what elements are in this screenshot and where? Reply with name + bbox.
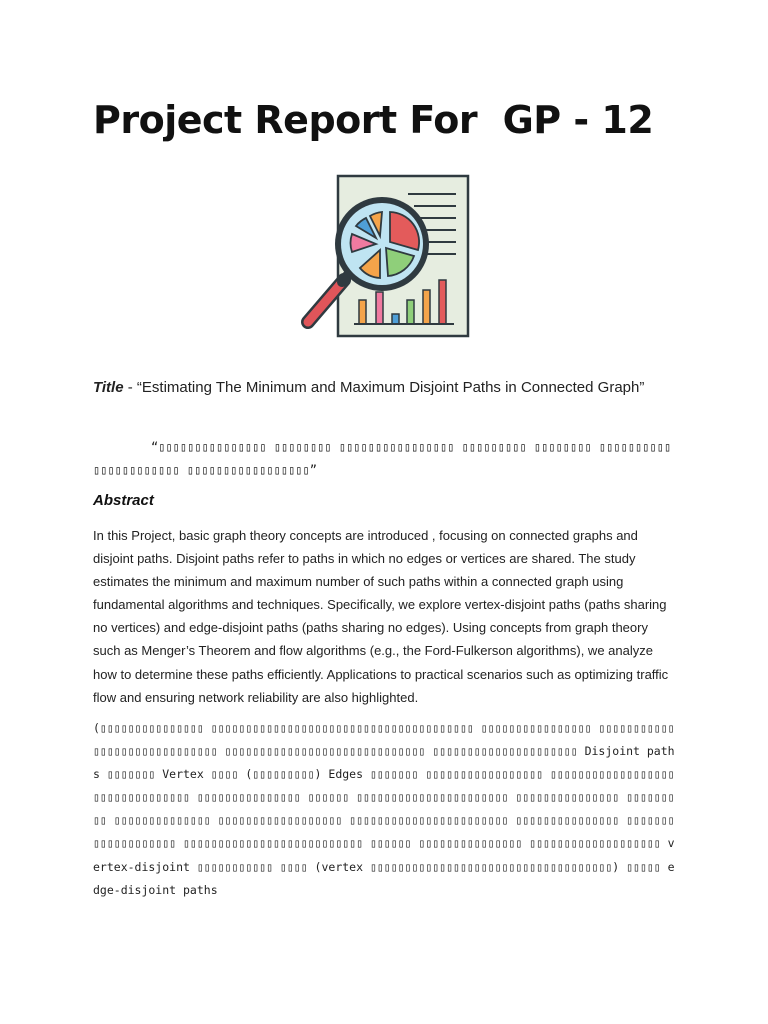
abstract-paragraph: In this Project, basic graph theory concepts are introduced , focusing on connected graphs and disjoint paths. Disjoint paths refer to paths in which no edges or vertices are shared. The study estimates the minimum and maximum number of such paths within a connected graph using fundamental algorithms and techniques. Specifically, we explore vertex-disjoint paths (paths sharing no vertices) and edge-disjoint paths (paths sharing no edges). Using concepts from graph theory such as Menger’s Theorem and flow algorithms (e.g., the Ford-Fulkerson algorithms), we analyze how to determine these paths efficiently. Applications to practical scenarios such as optimizing traffic flow and ensuring network reliability are also highlighted. xyxy=(93,528,669,705)
abstract-heading: Abstract xyxy=(93,492,154,509)
project-title-line xyxy=(93,374,673,401)
abstract-translation-paragraph: (▯▯▯▯▯▯▯▯▯▯▯▯▯▯▯ ▯▯▯▯▯▯▯▯▯▯▯▯▯▯▯▯▯▯▯▯▯▯▯▯▯▯▯▯▯▯▯▯▯▯▯▯▯▯ ▯▯▯▯▯▯▯▯▯▯▯▯▯▯▯▯ ▯▯▯▯▯▯▯▯▯▯▯▯▯▯▯▯▯▯▯▯▯▯▯▯▯▯▯▯▯ ▯▯▯▯▯▯▯▯▯▯▯▯▯▯▯▯▯▯▯▯▯▯▯▯▯▯▯▯▯ ▯▯▯▯▯▯▯▯▯▯▯▯▯▯▯▯▯▯▯▯▯ Disjoint paths ▯▯▯▯▯▯▯ Vertex ▯▯▯▯ (▯▯▯▯▯▯▯▯▯) Edges ▯▯▯▯▯▯▯ ▯▯▯▯▯▯▯▯▯▯▯▯▯▯▯▯▯ ▯▯▯▯▯▯▯▯▯▯▯▯▯▯▯▯▯▯ ▯▯▯▯▯▯▯▯▯▯▯▯▯▯ ▯▯▯▯▯▯▯▯▯▯▯▯▯▯▯ ▯▯▯▯▯▯ ▯▯▯▯▯▯▯▯▯▯▯▯▯▯▯▯▯▯▯▯▯▯ ▯▯▯▯▯▯▯▯▯▯▯▯▯▯▯ ▯▯▯▯▯▯▯▯▯ ▯▯▯▯▯▯▯▯▯▯▯▯▯▯ ▯▯▯▯▯▯▯▯▯▯▯▯▯▯▯▯▯▯ ▯▯▯▯▯▯▯▯▯▯▯▯▯▯▯▯▯▯▯▯▯▯▯ ▯▯▯▯▯▯▯▯▯▯▯▯▯▯▯ ▯▯▯▯▯▯▯▯▯▯▯▯▯▯▯▯▯▯▯ ▯▯▯▯▯▯▯▯▯▯▯▯▯▯▯▯▯▯▯▯▯▯▯▯▯▯ ▯▯▯▯▯▯ ▯▯▯▯▯▯▯▯▯▯▯▯▯▯▯ ▯▯▯▯▯▯▯▯▯▯▯▯▯▯▯▯▯▯▯ vertex-disjoint ▯▯▯▯▯▯▯▯▯▯▯ ▯▯▯▯ (vertex ▯▯▯▯▯▯▯▯▯▯▯▯▯▯▯▯▯▯▯▯▯▯▯▯▯▯▯▯▯▯▯▯▯▯▯) ▯▯▯▯▯ edge-disjoint paths xyxy=(93,721,675,897)
title-separator: - xyxy=(123,379,137,396)
title-translation: “▯▯▯▯▯▯▯▯▯▯▯▯▯▯▯ ▯▯▯▯▯▯▯▯ ▯▯▯▯▯▯▯▯▯▯▯▯▯▯▯▯ ▯▯▯▯▯▯▯▯▯ ▯▯▯▯▯▯▯▯ ▯▯▯▯▯▯▯▯▯▯▯▯▯▯▯▯▯▯▯▯▯▯ ▯▯▯▯▯▯▯▯▯▯▯▯▯▯▯▯▯” xyxy=(93,440,672,477)
title-label: Title xyxy=(93,379,124,396)
page-title: Project Report For GP - 12 xyxy=(93,98,654,142)
report-magnifier-icon xyxy=(296,172,474,340)
title-text: “Estimating The Minimum and Maximum Disjoint Paths in Connected Graph” xyxy=(136,379,645,396)
